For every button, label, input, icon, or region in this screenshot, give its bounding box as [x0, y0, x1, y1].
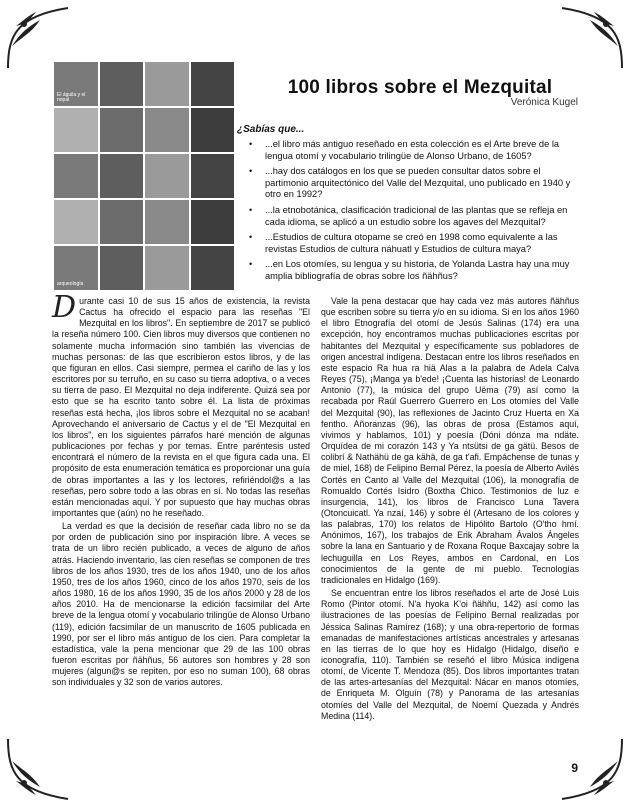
- corner-ornament-bottom-left: [6, 737, 70, 801]
- body-paragraph: Se encuentran entre los libros reseñados el arte de José Luis Romo (Pintor otomí. N'a hyoka K'oi ñähñu, 142) así como las ilustraciones de las poesías de Felipino Bernal realizadas por Jéssica Salinas Ramírez (168); y una obra-repertorio de formas emanadas de manifestaciones artísticas ancestrales y artesanas en las tierras de lo que hoy es Hidalgo (Hidalgo, diseño e iconografía, 110). También se reseñó el libro Música indígena otomí, de Vicente T. Mendoza (85). Dos libros importantes tratan de las artes-artesanías del Mezquital: Nácar en manos otomíes, de Enriqueta M. Olguín (78) y Panorama de las artesanías otomíes del Valle del Mezquital, de Noemí Quezada y Andrés Medina (114).: [321, 588, 579, 721]
- list-item: • ...el libro más antiguo reseñado en esta colección es el Arte breve de la lengua otomí y vocabulario trilingüe de Alonso Urbano, de 1605?: [249, 139, 560, 161]
- corner-ornament-top-left: [6, 6, 70, 70]
- book-cover: [191, 62, 235, 106]
- book-cover: [100, 108, 144, 152]
- book-cover: [145, 246, 189, 290]
- book-cover: [54, 246, 98, 290]
- book-cover: [100, 154, 144, 198]
- book-cover: [191, 108, 235, 152]
- sabias-heading: ¿Sabías que...: [237, 124, 305, 135]
- list-item: • ...en Los otomíes, su lengua y su historia, de Yolanda Lastra hay una muy amplia bibliografía de obras sobre los ñähñus?: [249, 259, 570, 281]
- book-cover-label: El águila y el nopal: [57, 91, 86, 103]
- book-cover-label: arqueología: [57, 280, 84, 287]
- bullet-icon: •: [249, 232, 253, 243]
- book-cover-collage: [54, 62, 234, 290]
- book-cover: [191, 246, 235, 290]
- body-paragraph: La verdad es que la decisión de reseñar cada libro no se da por orden de publicación sino por inspiración libre. A veces se trata de un libro recién publicado, a veces de alguno de años atrás. Haciendo inventario, las cien reseñas se componen de tres libros de los años 1930, tres de los años 1940, uno de los años 1950, tres de los años 1960, cinco de los años 1970, seis de los años 1980, 16 de los años 1990, 35 de los años 2000 y 28 de los años 2010. Ha de mencionarse la edición facsimilar del Arte breve de la lengua otomí y vocabulario trilingüe de Alonso Urbano (119), edición facsimilar de un manuscrito de 1605 publicada en 1990, por ser el libro más antiguo de los cien. Para completar la estadística, vale la pena mencionar que 29 de las 100 obras fueron escritas por ñähñus, 56 autores son hombres y 28 son mujeres (algun@s se repiten, por eso no suman 100), 68 obras son individuales y 32 son de varios autores.: [52, 521, 310, 688]
- bullet-icon: •: [249, 204, 253, 215]
- book-cover: [54, 108, 98, 152]
- right-column: [321, 296, 579, 724]
- book-cover: [100, 62, 144, 106]
- bullet-icon: •: [249, 166, 253, 177]
- book-cover: [145, 200, 189, 244]
- book-cover: [191, 154, 235, 198]
- bullet-icon: •: [249, 139, 253, 149]
- list-item: • ...la etnobotánica, clasificación tradicional de las plantas que se refleja en cada idioma, se aplicó a un estudio sobre los agaves del Mezquital?: [249, 204, 568, 227]
- bullet-icon: •: [249, 259, 253, 270]
- left-column: [52, 290, 310, 690]
- corner-ornament-top-right: [560, 6, 624, 70]
- body-paragraph: Durante casi 10 de sus 15 años de existencia, la revista Cactus ha ofrecido el espacio para las reseñas "El Mezquital en los libros". En septiembre de 2017 se publicó la reseña número 100. Cien libros muy diversos que contienen no solamente mucha información sino también las vivencias de muchas personas: de las que escribieron estos libros, y de las que figuran en ellos. Casi siempre, permea el cariño de las y los escritores por su terruño, en su caso su tierra adoptiva, o a veces su tierra de paso. El Mezquital no deja indiferente. Quizá sea por esto que se ha escrito tanto sobre él. La lista de próximas reseñas está hecha, ¡los libros sobre el Mezquital no se acaban! Aprovechando el aniversario de Cactus y el de "El Mezquital en los libros", en los siguientes párrafos haré mención de algunas publicaciones por fechas y por temas. Entre paréntesis usted encontrará el número de la revista en el que figura cada una. El propósito de esta enumeración temática es proporcionar una guía de obras importantes a las y los lectores, refiriéndol@s a las reseñas, pero sobre todo a las obras en sí. No todas las reseñas están mencionadas aquí. Y por supuesto que hay muchas obras importantes que (aún) no he reseñado.: [52, 290, 310, 518]
- article-author: Verónica Kugel: [510, 97, 578, 108]
- sabias-list: [237, 139, 577, 287]
- corner-ornament-bottom-right: [560, 737, 624, 801]
- body-paragraph: Vale la pena destacar que hay cada vez más autores ñähñus que escriben sobre su tierra y/o en su idioma. Si en los años 1960 el libro Etnografía del otomí de Jesús Salinas (174) era una excepción, hoy encontramos muchas publicaciones escritas por habitantes del Mezquital y específicamente sus pobladores de origen ancestral indígena. Destacan entre los libros reseñados en este espacio Ra hua ra hiä Alas a la palabra de Adela Calva Reyes (75), ¡Manga ya b'ede! ¡Cuenta las historias! de Leonardo Antonio (77), la música del grupo Uëma (79) así como la recabada por Raúl Guerrero Guerrero en Los otomíes del Valle del Mezquital (90), las reflexiones de Jacinto Cruz Huerta en Xa fentho. Añoranzas (96), las obras de prosa (Estamos aquí, vivimos y hablamos, 101) y poesía (Dóni dónza ma ndäte. Orquídea de mi corazón 143 y Ya ntsütsi de ga gätü. Besos de colibrí & Nathähü de ga kähä, de ga t'afi. Empáchense de tunas y de miel, 168) de Felipino Bernal Pérez, la poesía de Alberto Avilés Cortés en Canto al Valle del Mezquital (106), la monografía de Romualdo Cortés Isidro (Boxtha Chico. Testimonios de luz e insurgencia, 141), los libros de Francisco Luna Tavera (Otoncuicatl. Ya nzaí, 146) y sobre él (Artesano de los colores y las palabras, 170) los relatos de Hipólito Bartolo (O'tho hmí. Anónimos, 167), los trabajos de Erik Abraham Ávalos Ángeles sobre la lana en Santuario y de Roxana Roque Baxcajay sobre la lechuguilla en Los Reyes, ambos en Cardonal, en Los conocimientos de la gente de mi pueblo. Tecnologías tradicionales en Hidalgo (169).: [321, 296, 579, 585]
- book-cover: [145, 108, 189, 152]
- book-cover: [100, 200, 144, 244]
- article-title: 100 libros sobre el Mezquital: [287, 76, 553, 98]
- list-item: • ...hay dos catálogos en los que se pueden consultar datos sobre el partimonio arquitectónico del Valle del Mezquital, uno publicado en 1940 y otro en 1992?: [249, 166, 571, 200]
- book-cover: [100, 246, 144, 290]
- list-item: • ...Estudios de cultura otopame se creó en 1998 como equivalente a las revistas Estudios de cultura náhuatl y Estudios de cultura maya?: [249, 232, 558, 254]
- book-cover: [145, 154, 189, 198]
- book-cover: [145, 62, 189, 106]
- page-number: 9: [571, 761, 578, 775]
- book-cover: [191, 200, 235, 244]
- book-cover: [54, 154, 98, 198]
- book-cover: [54, 62, 98, 106]
- book-cover: [54, 200, 98, 244]
- drop-cap: D: [52, 290, 77, 325]
